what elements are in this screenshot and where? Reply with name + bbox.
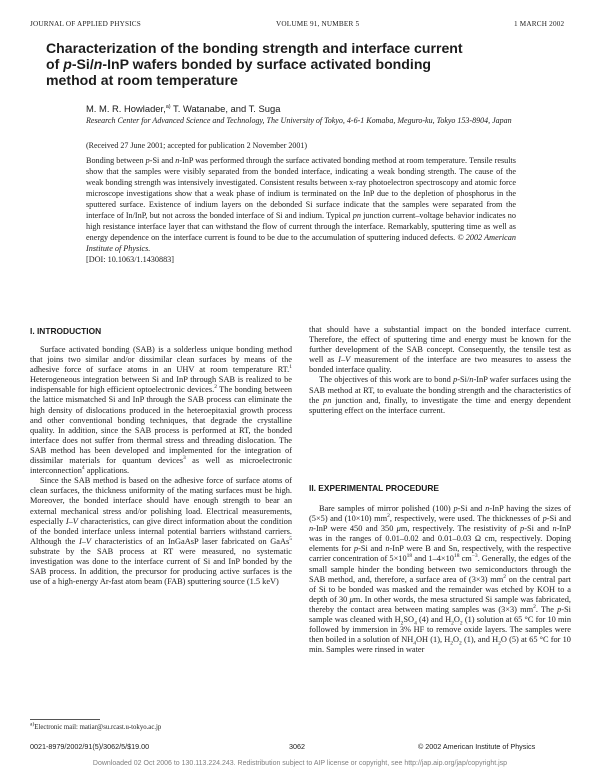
right-column-bottom <box>309 504 571 655</box>
volume-number: VOLUME 91, NUMBER 5 <box>276 20 360 28</box>
experimental-paragraph-1: Bare samples of mirror polished (100) p-Si and n-InP having the sizes of (5×5) and (10×10) $mm^2$, respectively, were used. The thicknesses of p-Si and n-InP were 450 and 350 μm, respectively. The resistivity of p-Si and n-InP was in the ranges of 0.01–0.02 and 0.01–0.03 Ω cm, respectively. Doping elements for p-Si and n-InP were B and Sn, respectively, with the respective carrier concentration of $5\times 10^{18}$ and $1-4\times 10^{18}$ $cm^{-3}$. Generally, the edges of the small sample hinder the bonding between two semiconductors through the SAB method, and, therefore, a surface area of (3×3) $mm^2$ on the central part of Si to be bonded was masked and the remainder was etched by KOH to a depth of 30 μm. In other words, the mesa structured Si sample was fabricated, thereby the contact area between mating samples was (3×3) $mm^2$. The p-Si sample was cleaned with $H_2SO_4$ (4) and $H_2O_2$ (1) solution at 65 °C for 10 min followed by immersion in 3% HF to remove oxide layers. The samples were then boiled in a solution of $NH_4OH$ (1), $H_2O_2$ (1), and $H_2O$ (5) at 65 °C for 10 min. Samples were rinsed in water <box>309 504 572 655</box>
intro-paragraph-1: Surface activated bonding (SAB) is a solderless unique bonding method that joins two similar and/or dissimilar clean surfaces by means of the adhesive force of surface atoms in an UHV at room temperature RT.$^1$ Heterogeneous integration between Si and InP through SAB is realized to be indispensable for high efficient optoelectronic devices.$^2$ The bonding between the lattice mismatched Si and InP through the SAB process can eliminate the high density of dislocations produced in the heteroepitaxial growth process and other conventional bonding techniques, that degrade the crystalline quality. In addition, since the SAB process is performed at RT, the bonded interface does not suffer from thermal stress and threading dislocation. The SAB method has been developed and implemented for the integration of dissimilar materials for quantum devices$^3$ as well as microelectronic interconnection$^4$ applications. <box>30 345 292 476</box>
paper-title: Characterization of the bonding strength and interface current of p-Si/n-InP wafers bonded by surface activated bonding method at room temperature <box>46 40 463 88</box>
abstract-text: Bonding between p-Si and n-InP was performed through the surface activated bonding method at room temperature. Tensile results show that the samples were visibly separated from the bonded interface, indicating a weak bonding strength. The cause of the weak bonding strength was intensively investigated. Consistent results between x-ray photoelectron spectroscopy and atomic force microscope investigations show that a weak phase of indium is terminated on the InP due to the depletion of phosphorus in the sputtered surface. Existence of indium layers on the debonded Si surface indicate that the samples were separated from the interface of In/InP, but not across the bonded interface of Si and indium. Typical pn junction current–voltage behavior indicates no high resistance interface layer that can withstand the flow of current through the interface. Remarkably, sputtering time as well as energy dependence on the interface current is found to be due to the accumulation of sputtering induced defects. <box>86 156 516 242</box>
left-column <box>30 345 292 587</box>
right-column-top <box>309 325 571 416</box>
issn-line: 0021-8979/2002/91(5)/3062/5/$19.00 <box>30 742 150 751</box>
received-dates: (Received 27 June 2001; accepted for publication 2 November 2001) <box>86 141 308 150</box>
download-notice[interactable]: Downloaded 02 Oct 2006 to 130.113.224.243. Redistribution subject to AIP license or copyright, see http://jap.aip.org/jap/copyright.jsp <box>92 760 508 767</box>
footnote: $^{a)}$Electronic mail: matiar@su.rcast.u-tokyo.ac.jp <box>30 721 162 731</box>
affiliation: Research Center for Advanced Science and Technology, The University of Tokyo, 4-6-1 Komaba, Meguro-ku, Tokyo 153-8904, Japan <box>86 116 512 125</box>
intro-paragraph-2: Since the SAB method is based on the adhesive force of surface atoms of clean surfaces, the thickness uniformity of the mating surfaces must be high. Moreover, the bonded interface should have enough strength to bear an external mechanical stress and/or polishing load. Electrical measurements, especially I–V characteristics, can give direct information about the condition of the bonded interface unless internal potential barriers withstand carriers. Although the I–V characteristics of an InGaAsP laser fabricated on GaAs$^5$ substrate by the SAB process at RT were measured, no systematic investigation was done to the interface current of Si and InP bonded by the SAB process. In addition, the precursor for producing active surfaces is the use of a high-energy Ar-fast atom beam (FAB) sputtering source (1.5 keV) <box>30 476 292 587</box>
section-heading-experimental: II. EXPERIMENTAL PROCEDURE <box>309 483 439 493</box>
abstract <box>86 155 516 265</box>
page-number: 3062 <box>289 742 305 751</box>
footnote-divider <box>30 719 100 720</box>
journal-name: JOURNAL OF APPLIED PHYSICS <box>30 20 141 28</box>
section-heading-introduction: I. INTRODUCTION <box>30 326 102 336</box>
doi[interactable]: [DOI: 10.1063/1.1430883] <box>86 255 175 264</box>
author-list: M. M. R. Howlader,$^{a)}$ T. Watanabe, and T. Suga <box>86 103 281 114</box>
copyright-line: © 2002 American Institute of Physics. <box>86 233 516 253</box>
intro-paragraph-4: The objectives of this work are to bond p-Si/n-InP wafer surfaces using the SAB method at RT, to evaluate the bonding strength and the characteristics of the pn junction and, finally, to investigate the time and energy dependent sputtering effect on the interface current. <box>309 375 571 415</box>
intro-paragraph-3: that should have a substantial impact on the bonded interface current. Therefore, the effect of sputtering time and energy must be known for the further development of the SAB concept. Consequently, the tensile test as well as I–V measurement of the interface are two measures to assess the bonded interface quality. <box>309 325 571 375</box>
publisher-copyright: © 2002 American Institute of Physics <box>418 742 536 751</box>
issue-date: 1 MARCH 2002 <box>514 20 565 28</box>
